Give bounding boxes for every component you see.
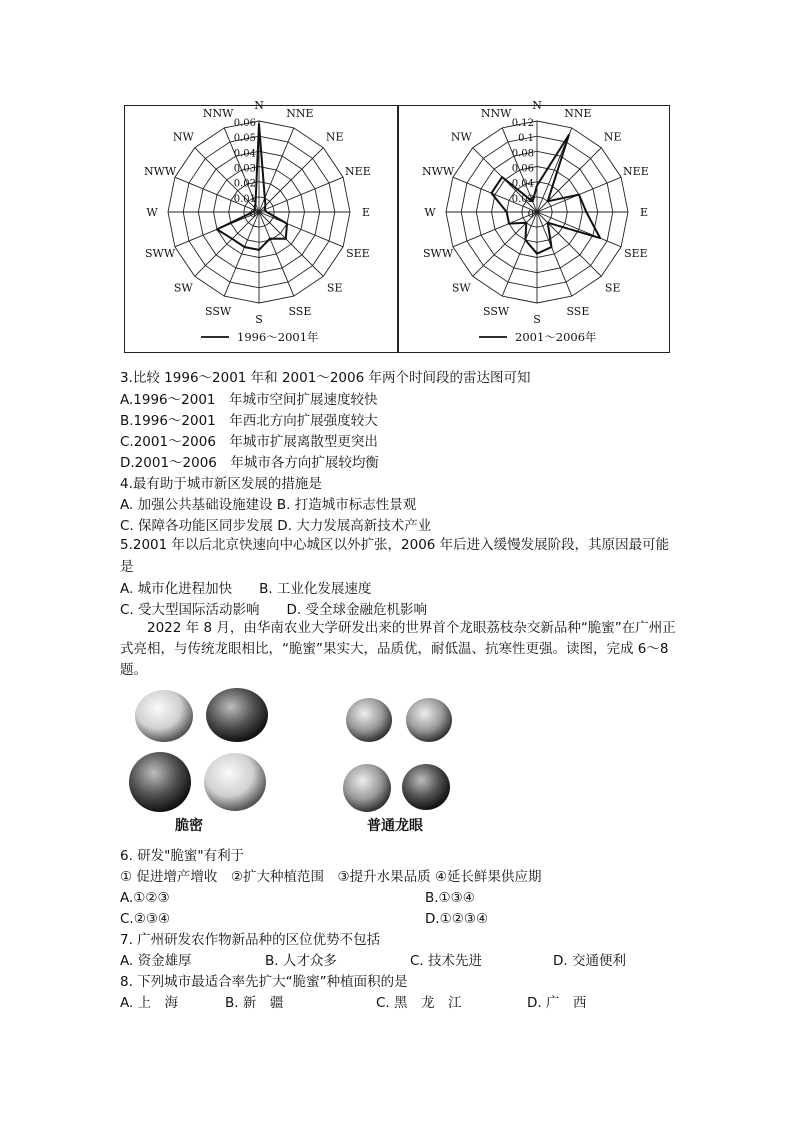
q8-option-a: A. 上 海 [120,995,179,1011]
q4-options-row2: C. 保障各功能区同步发展 D. 大力发展高新技术产业 [120,518,432,534]
direction-label: E [639,206,649,219]
direction-label: S [255,313,263,326]
radial-tick-label: 0.12 [511,118,534,129]
q7-option-c: C. 技术先进 [410,953,483,969]
direction-label: SW [451,281,471,295]
fruit-photo-common-longan [334,690,464,820]
q8-option-b: B. 新 疆 [225,995,284,1011]
q7-option-a: A. 资金雄厚 [120,953,192,969]
direction-label: SSE [288,304,312,318]
radial-tick-label: 0.03 [233,163,256,175]
q8-stem: 8. 下列城市最适合率先扩大“脆蜜”种植面积的是 [120,974,408,990]
direction-label: NW [450,130,472,144]
radar-chart-1996-2001 [126,99,396,351]
radar-chart-2001-2006 [400,99,668,351]
radar-spoke [259,148,323,212]
q3-option-a: A.1996～2001 年城市空间扩展速度较快 [120,392,378,408]
fruit-photo-cuimi [124,686,294,816]
q6-option-b: B.①③④ [425,890,475,906]
direction-label: NEE [345,165,371,179]
radial-tick-label: 0.01 [233,193,256,205]
direction-label: NWW [143,165,177,179]
radar-spoke [537,148,601,212]
q6-option-c: C.②③④ [120,911,171,927]
q7-option-b: B. 人才众多 [265,953,337,969]
radial-tick-label: 0 [249,209,256,220]
q3-stem: 3.比较 1996～2001 年和 2001～2006 年两个时间段的雷达图可知 [120,370,531,386]
q3-option-d: D.2001～2006 年城市各方向扩展较均衡 [120,455,379,471]
direction-label: SW [173,281,193,295]
radar-spoke [473,212,537,276]
q6-option-a: A.①②③ [120,890,170,906]
radar-spoke [259,212,323,276]
radar-divider [397,105,399,353]
q5-options-row1: A. 城市化进程加快 B. 工业化发展速度 [120,581,372,597]
q7-stem: 7. 广州研发农作物新品种的区位优势不包括 [120,932,381,948]
radial-tick-label: 0.02 [511,193,534,205]
direction-label: SSW [205,304,232,318]
passage: 2022 年 8 月，由华南农业大学研发出来的世界首个龙眼荔枝杂交新品种“脆蜜”在广州正式亮相，与传统龙眼相比，“脆蜜”果实大，品质优，耐低温、抗寒性更强。读图，完成 6～8 题。 [120,620,676,678]
direction-label: NNW [480,107,512,121]
direction-label: SWW [145,246,176,260]
radial-tick-label: 0.06 [511,163,534,175]
q3-option-b: B.1996～2001 年西北方向扩展强度较大 [120,413,378,429]
direction-label: E [361,206,371,219]
direction-label: NE [603,130,622,144]
direction-label: N [254,99,264,112]
q5-stem: 5.2001 年以后北京快速向中心城区以外扩张，2006 年后进入缓慢发展阶段，其原因最可能是 [120,537,670,575]
q4-stem: 4.最有助于城市新区发展的措施是 [120,476,322,492]
q6-stem: 6. 研发"脆蜜"有利于 [120,848,245,864]
direction-label: NNE [286,107,314,121]
direction-label: W [146,206,158,219]
q6-option-d: D.①②③④ [425,911,489,927]
q8-option-d: D. 广 西 [527,995,587,1011]
direction-label: NEE [623,165,649,179]
radial-tick-label: 0.1 [518,133,534,145]
photo-label-common-longan: 普通龙眼 [367,818,423,834]
q8-option-c: C. 黑 龙 江 [376,995,462,1011]
radar-spoke [195,212,259,276]
direction-label: SEE [346,246,370,260]
direction-label: SEE [624,246,648,260]
q4-options-row1: A. 加强公共基础设施建设 B. 打造城市标志性景观 [120,497,417,513]
direction-label: NWW [421,165,455,179]
direction-label: NNW [202,107,234,121]
direction-label: SWW [423,246,454,260]
q3-option-c: C.2001～2006 年城市扩展离散型更突出 [120,434,378,450]
radial-tick-label: 0.05 [233,133,256,145]
direction-label: NNE [564,107,592,121]
q7-option-d: D. 交通便利 [553,953,626,969]
radial-tick-label: 0.08 [511,148,534,160]
q6-items: ① 促进增产增收 ②扩大种植范围 ③提升水果品质 ④延长鲜果供应期 [120,869,542,885]
direction-label: NW [172,130,194,144]
radial-tick-label: 0.04 [233,148,256,160]
direction-label: NE [325,130,344,144]
radial-tick-label: 0.06 [233,118,256,129]
legend-label: 1996～2001年 [237,330,319,344]
direction-label: SE [604,281,621,295]
legend-label: 2001～2006年 [515,330,597,344]
direction-label: W [424,206,436,219]
photo-label-cuimi: 脆密 [175,818,203,834]
direction-label: N [532,99,542,112]
radial-tick-label: 0.02 [233,178,256,190]
q5-options-row2: C. 受大型国际活动影响 D. 受全球金融危机影响 [120,602,427,618]
direction-label: SSE [566,304,590,318]
radial-tick-label: 0.04 [511,178,534,190]
radial-tick-label: 0 [527,209,534,220]
direction-label: SE [326,281,343,295]
direction-label: S [533,313,541,326]
direction-label: SSW [483,304,510,318]
